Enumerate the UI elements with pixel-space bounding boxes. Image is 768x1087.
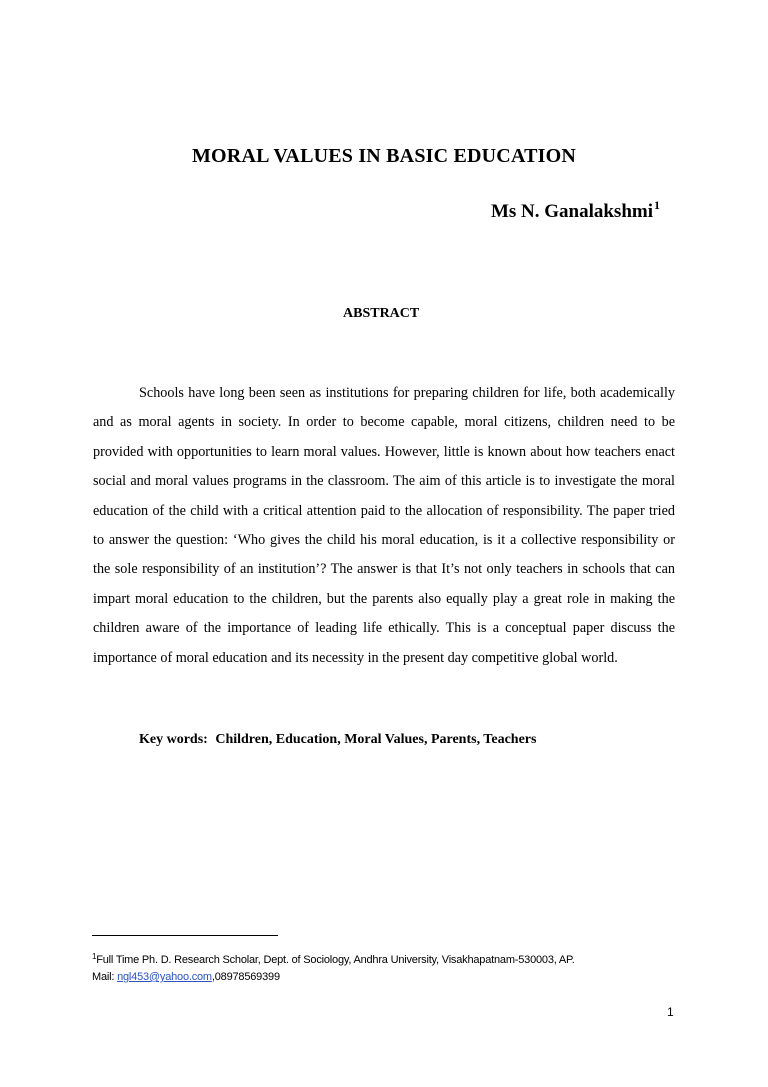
author-phone: ,08978569399 (211, 971, 280, 983)
author-name (400, 198, 660, 223)
author-footnote-mark: 1 (654, 198, 660, 212)
author-email-link[interactable]: ngl453@yahoo.com (117, 971, 212, 983)
footnote-line-2 (92, 969, 692, 986)
footnote-divider (92, 935, 278, 936)
footnote-line-1 (92, 948, 692, 969)
abstract-heading: ABSTRACT (343, 306, 420, 321)
footnote-mail-label: Mail: (92, 971, 115, 983)
footnote (92, 948, 692, 986)
keywords-list: Children, Education, Moral Values, Parents, Teachers (215, 732, 537, 747)
author-name-text: Ms N. Ganalakshmi (490, 201, 653, 222)
page-number: 1 (667, 1005, 674, 1019)
keywords-label: Key words: (139, 732, 208, 747)
abstract-body: Schools have long been seen as institutions for preparing children for life, both academically and as moral agents in society. In order to become capable, moral citizens, children need to be provided with opportunities to learn moral values. However, little is known about how teachers enact social and moral values programs in the classroom. The aim of this article is to investigate the moral education of the child with a critical attention paid to the allocation of responsibility. The paper tried to answer the question: ‘Who gives the child his moral education, is it a collective responsibility or the sole responsibility of an institution’? The answer is that It’s not only teachers in schools that can impart moral education to the children, but the parents also equally play a great role in making the children aware of the importance of leading life ethically. This is a conceptual paper discuss the importance of moral education and its necessity in the present day competitive global world. (93, 385, 675, 666)
footnote-affiliation: Full Time Ph. D. Research Scholar, Dept. of Sociology, Andhra University, Visakhapatnam-530003, AP. (96, 954, 575, 966)
paper-title: MORAL VALUES IN BASIC EDUCATION (191, 145, 577, 167)
keywords-line (139, 732, 540, 748)
footnote-mark: 1 (92, 952, 97, 961)
